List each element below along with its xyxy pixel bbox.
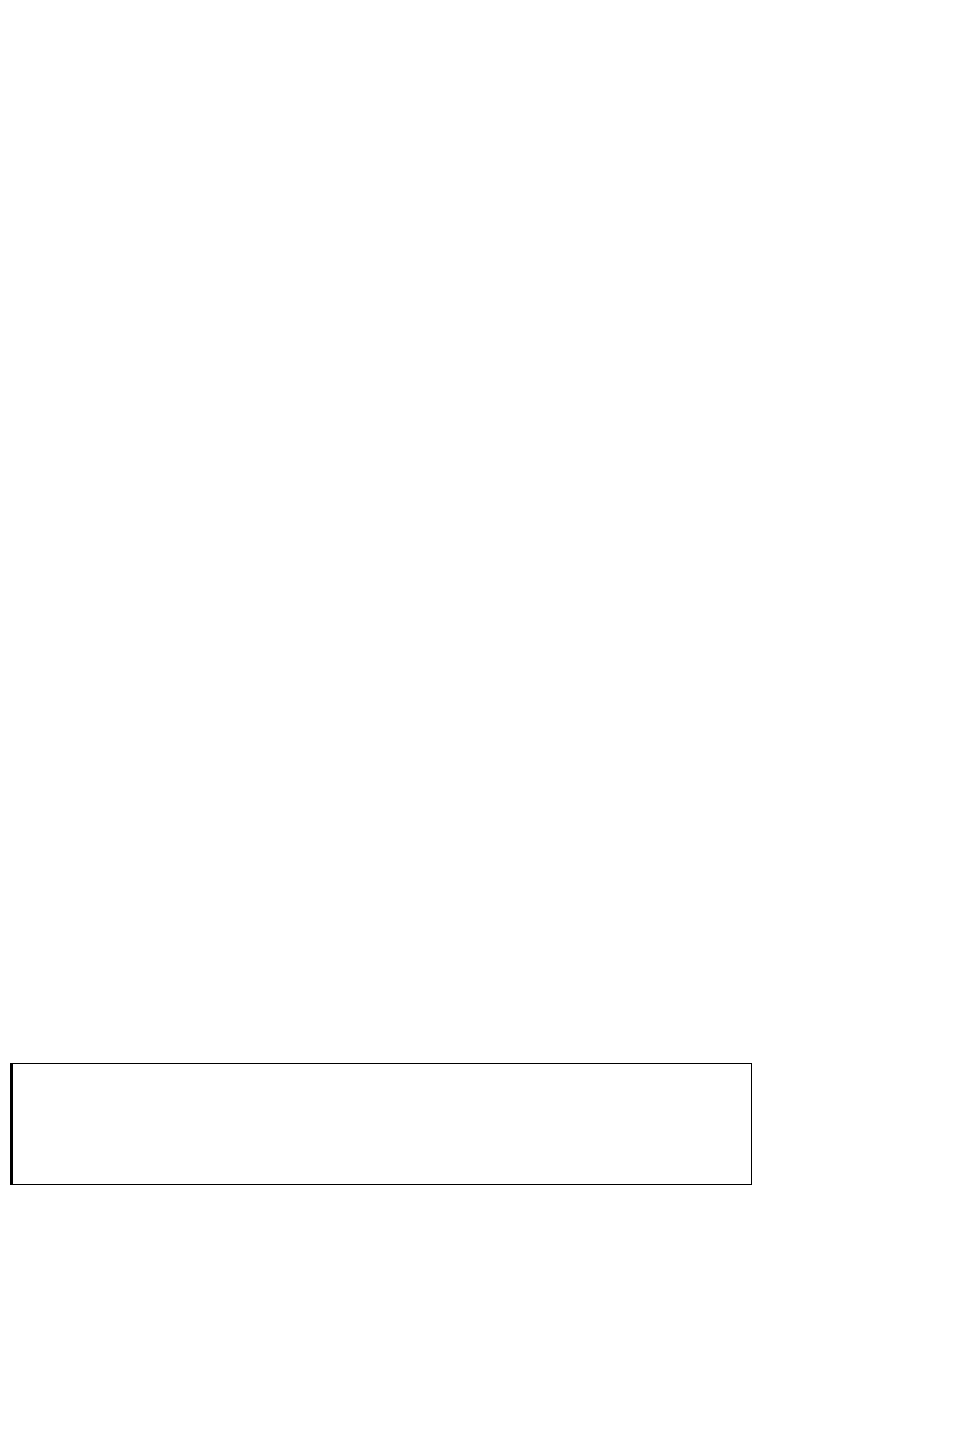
section-heading [17,1014,127,1048]
government-proposal-box [10,1063,752,1185]
